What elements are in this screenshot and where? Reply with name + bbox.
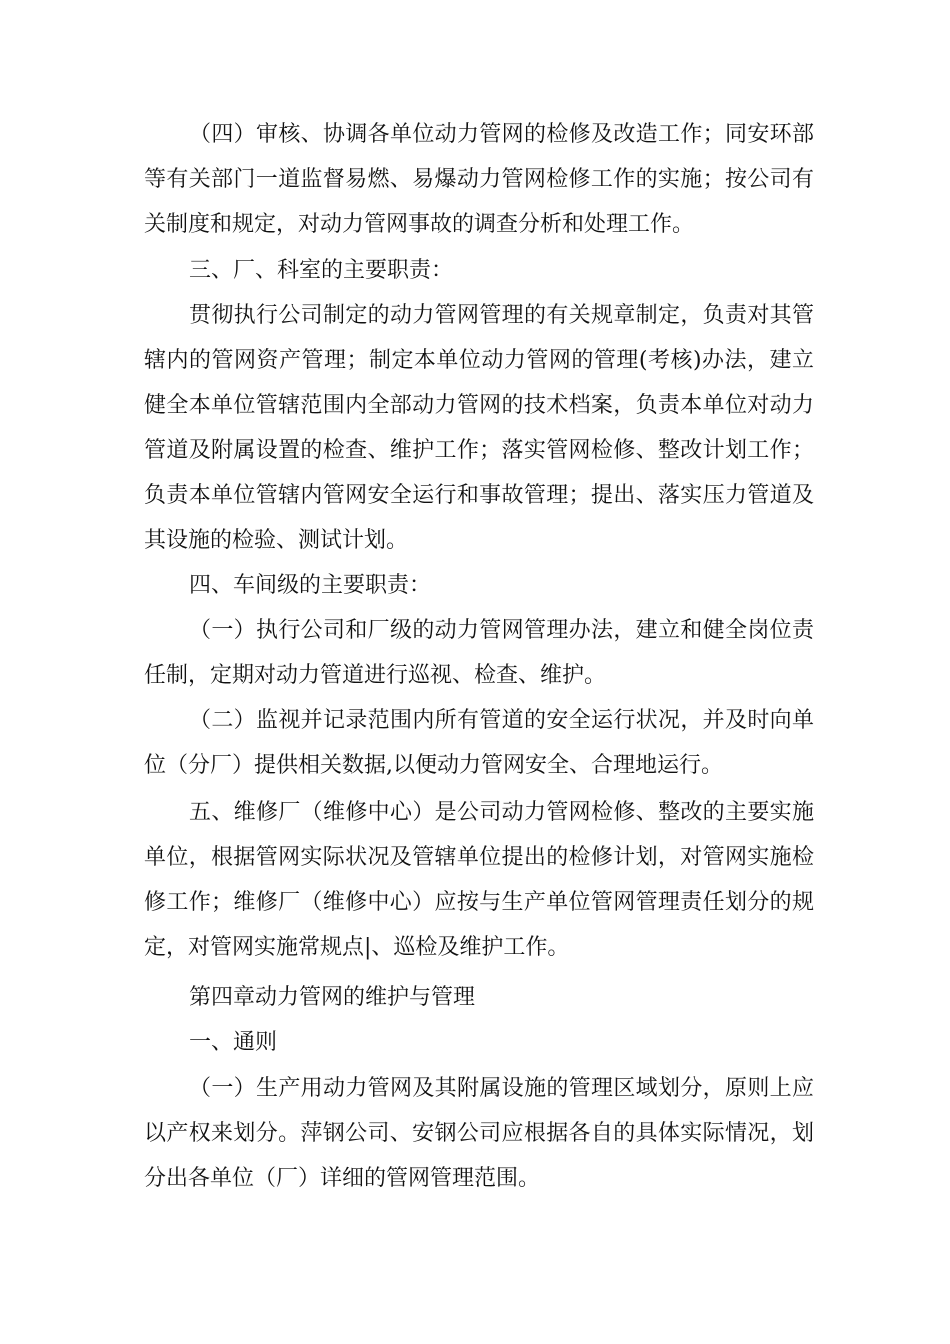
heading-general-rules: 一、通则 [189, 1030, 278, 1055]
paragraph-factory-duties: 贯彻执行公司制定的动力管网管理的有关规章制定，负责对其管辖内的管网资产管理；制定本单位动力管网的管理(考核)办法，建立健全本单位管辖范围内全部动力管网的技术档案，负责本单位对动力管道及附属设置的检查、维护工作；落实管网检修、整改计划工作；负责本单位管辖内管网安全运行和事故管理；提出、落实压力管道及其设施的检验、测试计划。 [144, 303, 814, 553]
heading-factory-section-duties: 三、厂、科室的主要职责： [189, 258, 454, 283]
paragraph-maintenance-factory: 五、维修厂（维修中心）是公司动力管网检修、整改的主要实施单位，根据管网实际状况及管辖单位提出的检修计划，对管网实施检修工作；维修厂（维修中心）应按与生产单位管网管理责任划分的规定，对管网实施常规点|、巡检及维护工作。 [144, 800, 814, 960]
paragraph-workshop-duty-2: （二）监视并记录范围内所有管道的安全运行状况，并及时向单位（分厂）提供相关数据,以便动力管网安全、合理地运行。 [144, 708, 814, 778]
heading-workshop-duties: 四、车间级的主要职责： [189, 573, 432, 598]
paragraph-workshop-duty-1: （一）执行公司和厂级的动力管网管理办法，建立和健全岗位责任制，定期对动力管道进行巡视、检查、维护。 [144, 618, 814, 688]
chapter-heading-maintenance-management: 第四章动力管网的维护与管理 [189, 985, 476, 1010]
paragraph-management-area-division: （一）生产用动力管网及其附属设施的管理区域划分，原则上应以产权来划分。萍钢公司、安钢公司应根据各自的具体实际情况，划分出各单位（厂）详细的管网管理范围。 [144, 1076, 814, 1191]
paragraph-inspection-coordination: （四）审核、协调各单位动力管网的检修及改造工作；同安环部等有关部门一道监督易燃、易爆动力管网检修工作的实施；按公司有关制度和规定，对动力管网事故的调查分析和处理工作。 [144, 122, 814, 237]
